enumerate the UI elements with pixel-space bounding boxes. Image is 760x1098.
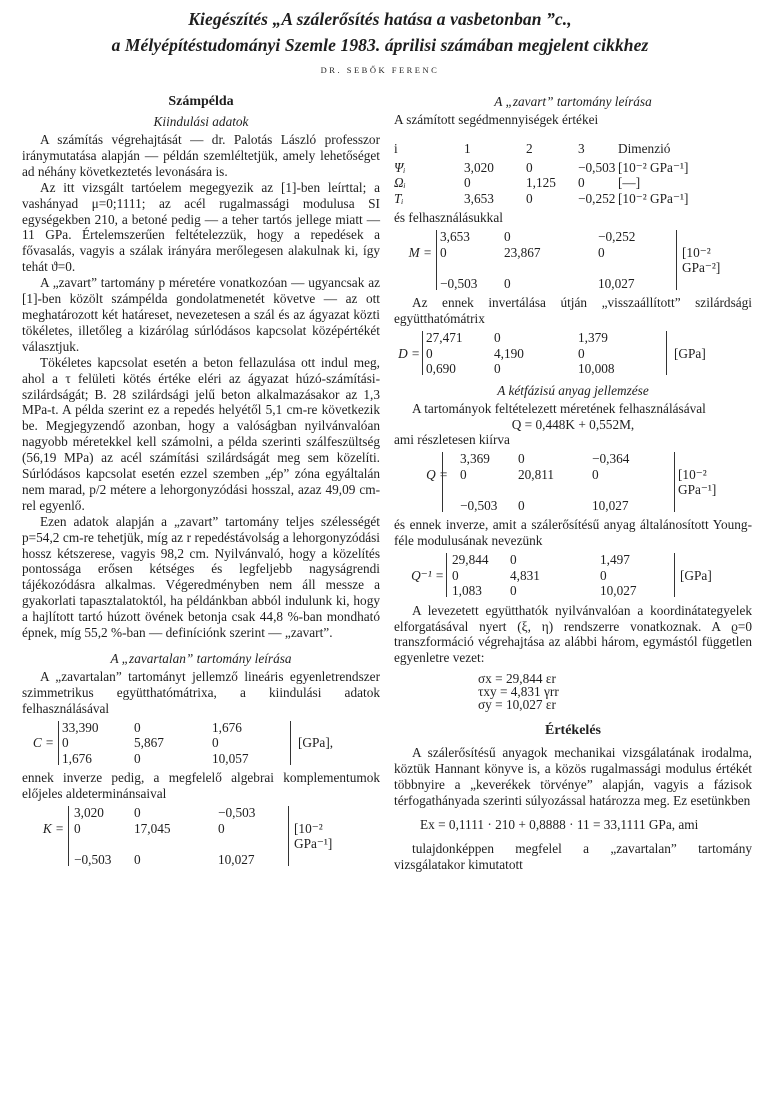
- equation-Q: Q = 0,448K + 0,552M,: [511, 416, 635, 432]
- subsection-title: A „zavartalan” tartomány leírása: [110, 651, 292, 666]
- table-row: Ψᵢ 3,020 0 −0,503 [10⁻² GPa⁻¹]: [394, 159, 689, 175]
- matrix-Q-inverse: 29,844 0 1,497 Q⁻¹ = 0 4,831 0 [GPa] 1,083 0 10,027: [411, 552, 712, 599]
- paragraph: A „zavart” tartomány p méretére vonatkozóan — ugyancsak az [1]-ben közölt számpélda gondolatmenetét követve — az ott meghatározott két határeset, nevezetesen a szál és az ágyazat közti tökéletes, illetőleg a kizárólag súrlódásos kapcsolat középértékét választjuk.: [22, 275, 380, 354]
- article-title-line2: a Mélyépítéstudományi Szemle 1983. áprilisi számában megjelent cikkhez: [111, 35, 649, 55]
- equation: τxy = 4,831 γrr: [478, 684, 559, 700]
- equation-E: Ex = 0,1111 · 210 + 0,8888 · 11 = 33,1111 GPa, ami: [420, 816, 699, 832]
- paragraph: A számítás végrehajtását — dr. Palotás László professzor iránymutatása alapján — példán szemléltetjük, amely lehetőséget ad néhány következtetés levonására is.: [22, 132, 380, 179]
- left-column: [22, 92, 380, 871]
- paragraph: tulajdonképpen megfelel a „zavartalan” tartomány vizsgálatakor kimutatott: [394, 840, 752, 872]
- stress-equations: [394, 672, 752, 711]
- paragraph: A levezetett együtthatók nyilvánvalóan a koordinátategyelek elforgatásával nyert (ξ, η) rendszerre vonatkoznak. A ϱ=0 transzformáció végrehajtása az alábbi három, egymástól független egyenletre vezet:: [394, 602, 752, 666]
- paragraph: Az ennek invertálása útján „visszaállított” szilárdsági együtthatómátrix: [394, 295, 752, 327]
- paragraph: Az itt vizsgált tartóelem megegyezik az [1]-ben leírttal; a vashányad μ=0;1111; az acél rugalmassági modulusa SI egységekben 210, a betoné pedig — a teher tartós jellege miatt — 11 GPa. Értelemszerűen feltételezzük, hogy a repedések a fővasalás, vagyis a szálak irányára merőlegesen alakulnak ki, így tehát ϑ=0.: [22, 179, 380, 275]
- matrix-C: 33,390 0 1,676 C = 0 5,867 0 [GPa], 1,676 0 10,057: [32, 719, 334, 766]
- paragraph: A „zavartalan” tartományt jellemző lineáris egyenletrendszer szimmetrikus együtthatómátrixa, a kiindulási adatok felhasználásával: [22, 669, 380, 716]
- paragraph: és felhasználásukkal: [394, 210, 503, 226]
- article-title-line1: Kiegészítés „A szálerősítés hatása a vasbetonban ”c.,: [188, 9, 572, 29]
- paragraph: Tökéletes kapcsolat esetén a beton fellazulása ott indul meg, ahol a τ felületi kötés értéke eléri az ágyazat húzó-számítási-szilárdságát; B. 28 szilárdsági jelű beton alkalmazásakor az 1,3 MPa-t. A példa szerint ez a repedés helyétől 5,1 cm-re következik be. Megjegyzendő azonban, hogy a valóságban nyilvánvalóan nagyobb méretekkel kell számolni, a példa szerinti szálfeszültség (56,19 MPa) az acél számítási szilárdságát meg sem közelíti. Súrlódásos kapcsolat esetén ezzel szemben „ép” zóna egyáltalán nem marad, p/2 métere a lehorgonyzódási hosszal, azaz 49,09 cm-rel egyenlő.: [22, 354, 380, 513]
- right-column: [394, 92, 752, 873]
- auxiliary-table: i 1 2 3 Dimenzió Ψᵢ 3,020 0 −0,503 [10⁻² GPa⁻¹] Ωᵢ 0 1,125 0 [—] Tᵢ 3,653 0 −0,252 [10⁻² GPa⁻¹]: [394, 138, 752, 207]
- paragraph: A számított segédmennyiségek értékei: [394, 112, 599, 127]
- paragraph: A szálerősítésű anyagok mechanikai vizsgálatának irodalma, köztük Hannant könyve is, a közös rugalmassági modulus értékét többnyire a „keverékek törvénye” alapján, vagyis a fázisok térfogathányada szerinti súlyozással határozza meg. Ez esetünkben: [394, 745, 752, 808]
- paragraph: ennek inverze pedig, a megfelelő algebrai komplementumok előjeles aldeterminánsaival: [22, 770, 380, 802]
- matrix-K: 3,020 0 −0,503 K = 0 17,045 0 [10⁻² GPa⁻¹] −0,503 0 10,027: [42, 805, 333, 867]
- matrix-Q: 3,369 0 −0,364 Q = 0 20,811 0 [10⁻² GPa⁻¹] −0,503 0 10,027: [426, 451, 717, 513]
- paragraph: A tartományok feltételezett méretének felhasználásával: [412, 400, 706, 416]
- subsection-title: A „zavart” tartomány leírása: [494, 94, 652, 109]
- section-title: Számpélda: [168, 94, 234, 109]
- paragraph: ami részletesen kiírva: [394, 432, 510, 448]
- subsection-title: Kiindulási adatok: [153, 114, 249, 129]
- equation: σx = 29,844 εr: [478, 671, 556, 687]
- table-row: Tᵢ 3,653 0 −0,252 [10⁻² GPa⁻¹]: [394, 190, 689, 206]
- matrix-M: 3,653 0 −0,252 M = 0 23,867 0 [10⁻² GPa⁻²] −0,503 0 10,027: [408, 229, 721, 291]
- subsection-title: A kétfázisú anyag jellemzése: [497, 382, 649, 398]
- author: DR. SEBŐK FERENC: [320, 65, 440, 75]
- section-title: Értékelés: [545, 723, 601, 739]
- equation: σy = 10,027 εr: [478, 697, 556, 713]
- paragraph: Ezen adatok alapján a „zavart” tartomány teljes szélességét p=54,2 cm-re tehetjük, míg az r repedéstávolság a lehorgonyzódási hossz kétszerese, vagyis 98,2 cm. Nyilvánvaló, hogy a közelítés pontossága erősen kétséges és legfeljebb nagyságrendi tájékozódásra alkalmas. Végeredményben nem áll messze a gyakorlati tapasztalatoktól, ha példánkban abból indulunk ki, hogy a hajlított tartó húzott övének betonja csak 44,8 %-ban mondható épnek, míg 55,2 %-ban — definíciónk szerint — „zavart”.: [22, 513, 380, 641]
- table-row: Ωᵢ 0 1,125 0 [—]: [394, 175, 641, 191]
- paragraph: és ennek inverze, amit a szálerősítésű anyag általánosított Young-féle modulusának nevezünk: [394, 517, 752, 549]
- matrix-D: 27,471 0 1,379 D = 0 4,190 0 [GPa] 0,690 0 10,008: [398, 330, 706, 377]
